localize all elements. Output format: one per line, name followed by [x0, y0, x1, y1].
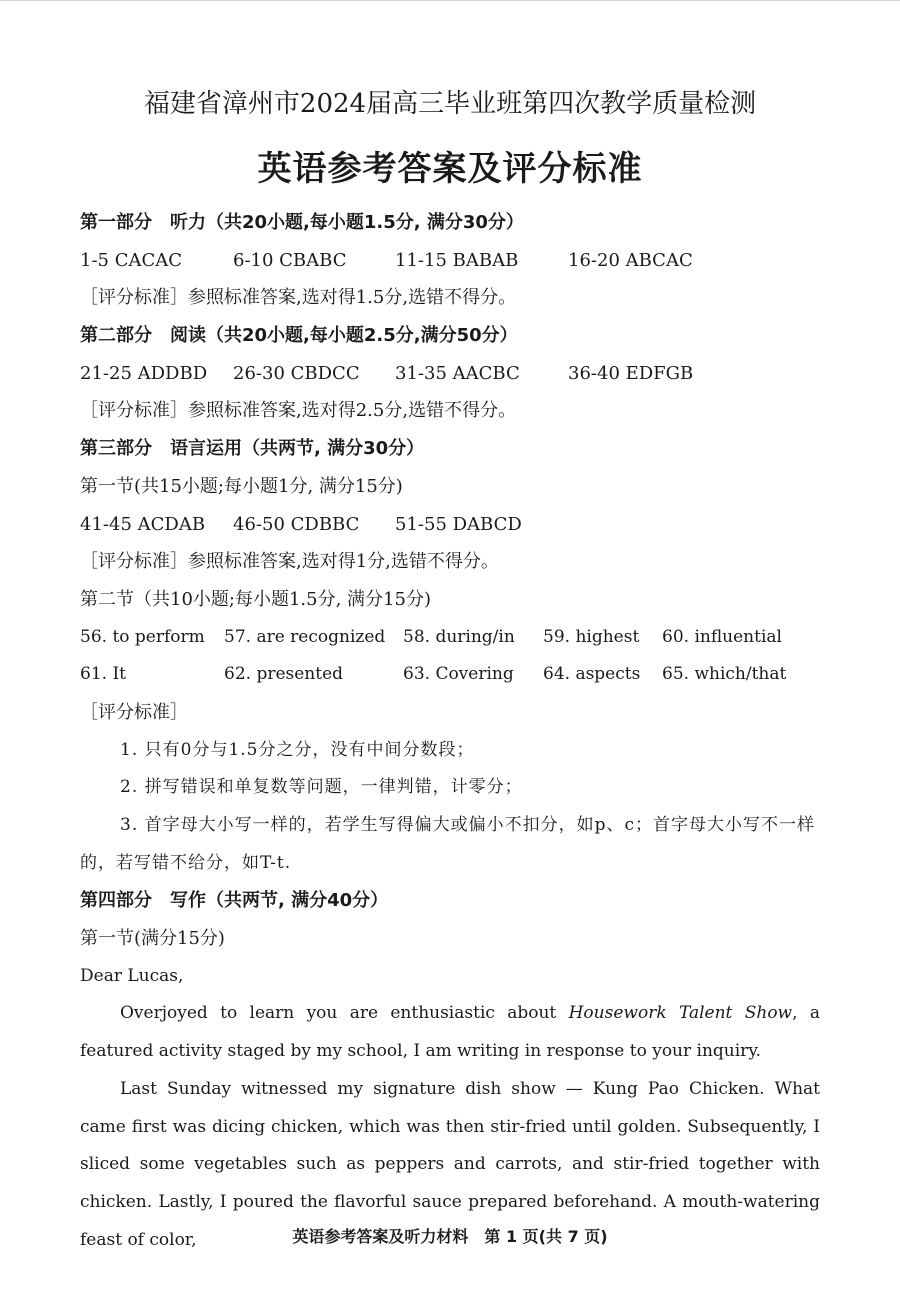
- answer-item: 59. highest: [543, 626, 640, 647]
- part3-section2-heading: 第二节（共10小题;每小题1.5分, 满分15分): [80, 588, 431, 610]
- document-title: 英语参考答案及评分标准: [257, 149, 643, 189]
- show-name: Housework Talent Show: [568, 1003, 793, 1024]
- answer-item: 63. Covering: [403, 664, 514, 685]
- answer-item: 64. aspects: [543, 664, 641, 685]
- top-border: [0, 0, 900, 1]
- part3-section1-grading-rule: ［评分标准］参照标准答案,选对得1分,选错不得分。: [80, 551, 499, 573]
- part2-heading: 第二部分 阅读（共20小题,每小题2.5分,满分50分）: [80, 325, 518, 347]
- letter-paragraph-1: [80, 995, 820, 1070]
- part2-grading-rule: ［评分标准］参照标准答案,选对得2.5分,选错不得分。: [80, 400, 517, 422]
- answer-item: 56. to perform: [80, 626, 205, 647]
- answer-item: 57. are recognized: [224, 626, 386, 647]
- answer-group: 31-35 AACBC: [395, 362, 520, 384]
- paragraph-text: , a featured activity staged by my school, I am writing in response to your inquiry.: [80, 1003, 820, 1062]
- answer-group: 21-25 ADDBD: [80, 362, 208, 384]
- part3-section2-answers-row2: [80, 656, 820, 694]
- part3-section1-answers: [80, 506, 820, 544]
- exam-title: 福建省漳州市2024届高三毕业班第四次教学质量检测: [143, 89, 757, 119]
- letter-paragraph-2: Last Sunday witnessed my signature dish show — Kung Pao Chicken. What came first was dicing chicken, which was then stir-fried until golden. Subsequently, I sliced some vegetables such as peppers and carrots, and stir-fried together with chicken. Lastly, I poured the flavorful sauce prepared beforehand. A mouth-watering feast of color,: [80, 1078, 820, 1250]
- part1-grading-rule: ［评分标准］参照标准答案,选对得1.5分,选错不得分。: [80, 287, 517, 309]
- answer-group: 11-15 BABAB: [395, 249, 519, 271]
- answer-group: 16-20 ABCAC: [568, 249, 693, 271]
- answer-item: 60. influential: [662, 626, 782, 647]
- answer-item: 62. presented: [224, 664, 344, 685]
- part4-heading: 第四部分 写作（共两节, 满分40分）: [80, 890, 389, 912]
- grading-rule-2: 2. 拼写错误和单复数等问题，一律判错，计零分；: [120, 777, 523, 798]
- answer-group: 41-45 ACDAB: [80, 513, 206, 535]
- page-footer: 英语参考答案及听力材料 第 1 页(共 7 页): [292, 1227, 608, 1246]
- answer-group: 1-5 CACAC: [80, 249, 183, 271]
- grading-rule-3: 3. 首字母大小写一样的，若学生写得偏大或偏小不扣分，如p、c；首字母大小写不一样的，若写错不给分，如T-t.: [80, 815, 816, 873]
- answer-sheet-page: [80, 82, 820, 1259]
- paragraph-text: Overjoyed to learn you are enthusiastic about: [120, 1003, 569, 1024]
- part3-section1-heading: 第一节(共15小题;每小题1分, 满分15分): [80, 475, 403, 497]
- answer-item: 58. during/in: [403, 626, 515, 647]
- answer-item: 65. which/that: [662, 664, 787, 685]
- answer-group: 26-30 CBDCC: [233, 362, 360, 384]
- part1-heading: 第一部分 听力（共20小题,每小题1.5分, 满分30分）: [80, 212, 524, 233]
- part4-section1-heading: 第一节(满分15分): [80, 928, 225, 950]
- answer-group: 6-10 CBABC: [233, 249, 347, 271]
- part2-answers: [80, 355, 820, 393]
- grading-rule-1: 1. 只有0分与1.5分之分，没有中间分数段；: [120, 739, 475, 760]
- part3-section2-answers-row1: [80, 619, 820, 657]
- answer-item: 61. It: [80, 664, 126, 685]
- letter-salutation: Dear Lucas,: [80, 965, 184, 986]
- answer-group: 36-40 EDFGB: [568, 362, 694, 384]
- part1-answers: [80, 242, 820, 280]
- part3-section2-rule-label: ［评分标准］: [80, 701, 188, 723]
- answer-group: 51-55 DABCD: [395, 513, 522, 535]
- answer-group: 46-50 CDBBC: [233, 513, 360, 535]
- part3-heading: 第三部分 语言运用（共两节, 满分30分）: [80, 438, 425, 460]
